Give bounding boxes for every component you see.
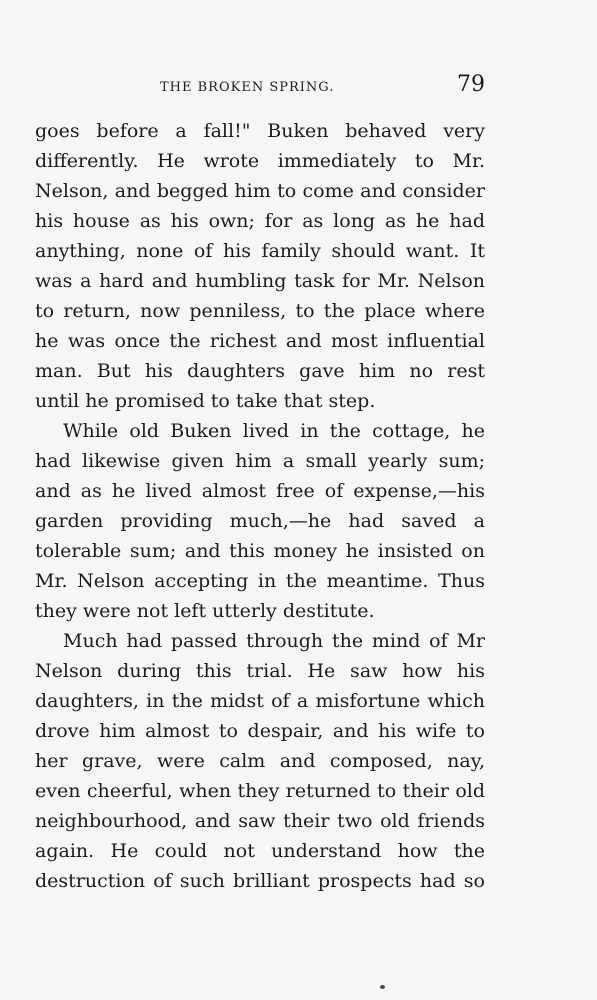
running-title: THE BROKEN SPRING. — [160, 80, 335, 95]
text-line: even cheerful, when they returned to their old — [35, 780, 485, 802]
text-line: While old Buken lived in the cottage, he — [63, 420, 485, 442]
text-line: Nelson, and begged him to come and consider — [35, 180, 485, 202]
text-line: again. He could not understand how the — [35, 840, 485, 862]
text-line: destruction of such brilliant prospects had so — [35, 870, 485, 892]
text-line: her grave, were calm and composed, nay, — [35, 750, 485, 772]
text-line: neighbourhood, and saw their two old friends — [35, 810, 485, 832]
text-line: and as he lived almost free of expense,—his — [35, 480, 485, 502]
text-line: Much had passed through the mind of Mr — [63, 630, 485, 652]
text-line: they were not left utterly destitute. — [35, 600, 375, 622]
text-line: until he promised to take that step. — [35, 390, 376, 412]
text-line: to return, now penniless, to the place where — [35, 300, 485, 322]
text-line: he was once the richest and most influential — [35, 330, 485, 352]
text-line: drove him almost to despair, and his wife to — [35, 720, 485, 742]
text-line: daughters, in the midst of a misfortune which — [35, 690, 485, 712]
text-line: tolerable sum; and this money he insisted on — [35, 540, 485, 562]
text-line: Nelson during this trial. He saw how his — [35, 660, 485, 682]
text-line: was a hard and humbling task for Mr. Nelson — [35, 270, 485, 292]
text-line: goes before a fall!" Buken behaved very — [35, 120, 485, 142]
text-line: garden providing much,—he had saved a — [35, 510, 485, 532]
running-head — [0, 70, 597, 100]
text-line: anything, none of his family should want. It — [35, 240, 485, 262]
text-line: man. But his daughters gave him no rest — [35, 360, 485, 382]
body-text — [35, 116, 485, 896]
text-line: his house as his own; for as long as he had — [35, 210, 485, 232]
text-line: had likewise given him a small yearly sum; — [35, 450, 485, 472]
ink-speck — [380, 985, 385, 989]
page-number: 79 — [457, 72, 485, 97]
text-line: Mr. Nelson accepting in the meantime. Thus — [35, 570, 485, 592]
text-line: differently. He wrote immediately to Mr. — [35, 150, 485, 172]
